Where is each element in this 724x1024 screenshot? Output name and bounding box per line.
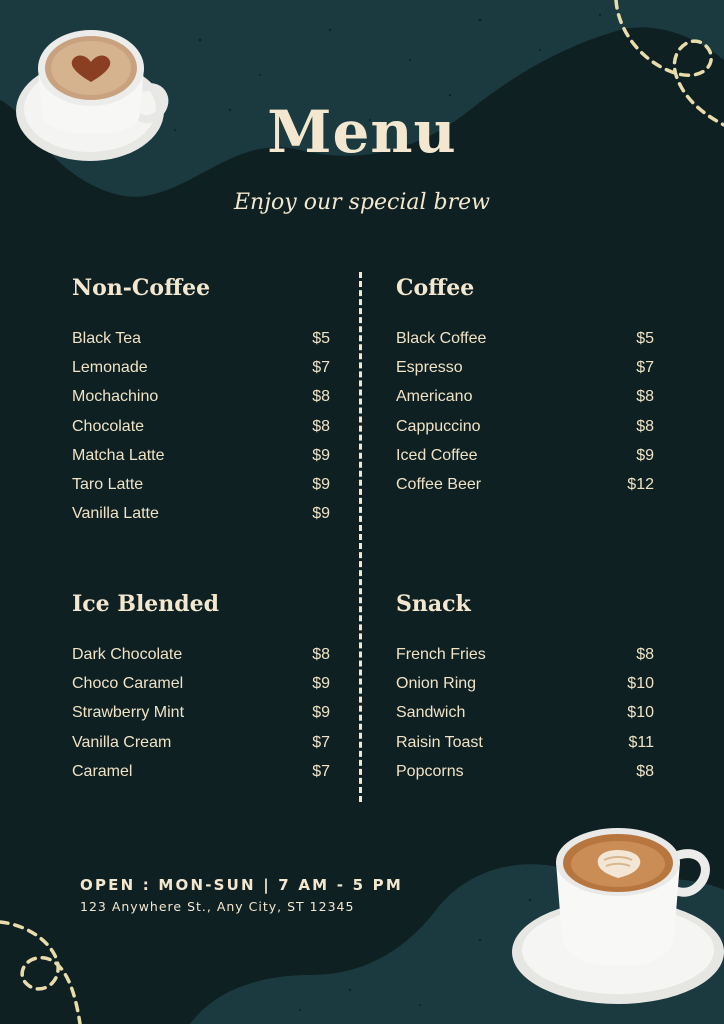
section-heading: Snack xyxy=(396,591,471,617)
item-price: $7 xyxy=(312,762,330,780)
item-name: Caramel xyxy=(72,762,133,780)
item-name: Chocolate xyxy=(72,417,145,435)
section-heading: Coffee xyxy=(396,275,475,301)
item-price: $10 xyxy=(627,675,654,693)
item-price: $12 xyxy=(627,475,654,493)
item-name: Mochachino xyxy=(72,388,159,406)
bottom-dashed-swirl xyxy=(0,922,80,1024)
menu-item xyxy=(72,441,330,470)
menu-item xyxy=(396,698,654,727)
item-name: Strawberry Mint xyxy=(72,704,185,722)
cappuccino-cup-image xyxy=(508,826,724,1010)
item-name: Black Coffee xyxy=(396,330,487,347)
menu-subtitle: Enjoy our special brew xyxy=(234,190,490,215)
item-price: $8 xyxy=(312,646,330,663)
item-name: Lemonade xyxy=(72,359,148,377)
item-name: Onion Ring xyxy=(396,675,477,693)
item-name: Cappuccino xyxy=(396,417,481,435)
item-price: $9 xyxy=(312,446,330,464)
menu-item xyxy=(396,640,654,669)
menu-title: Menu xyxy=(267,98,457,166)
item-price: $7 xyxy=(312,359,330,377)
item-price: $7 xyxy=(636,359,654,377)
menu-item xyxy=(72,382,330,411)
menu-item xyxy=(396,728,654,757)
menu-item xyxy=(396,353,654,382)
menu-item xyxy=(396,669,654,698)
menu-item xyxy=(396,757,654,786)
address: 123 Anywhere St., Any City, ST 12345 xyxy=(80,899,355,914)
item-name: Choco Caramel xyxy=(72,675,184,693)
item-price: $8 xyxy=(312,388,330,406)
menu-item xyxy=(72,728,330,757)
item-name: Black Tea xyxy=(72,330,142,347)
item-price: $9 xyxy=(636,446,654,464)
item-price: $7 xyxy=(312,733,330,751)
item-name: Americano xyxy=(396,388,473,406)
item-name: French Fries xyxy=(396,646,486,663)
menu-item xyxy=(396,470,654,499)
item-name: Vanilla Latte xyxy=(72,505,159,523)
opening-hours: OPEN : MON-SUN | 7 AM - 5 PM xyxy=(80,876,403,894)
item-price: $5 xyxy=(312,330,330,347)
item-name: Iced Coffee xyxy=(396,446,478,464)
item-price: $8 xyxy=(636,762,654,780)
item-price: $9 xyxy=(312,675,330,693)
column-divider xyxy=(359,272,362,802)
menu-item xyxy=(396,324,654,353)
menu-item xyxy=(72,757,330,786)
item-price: $8 xyxy=(312,417,330,435)
menu-item xyxy=(72,499,330,528)
item-name: Sandwich xyxy=(396,704,466,722)
item-price: $8 xyxy=(636,388,654,406)
item-price: $10 xyxy=(627,704,654,722)
menu-item xyxy=(396,441,654,470)
menu-item xyxy=(72,412,330,441)
section-ice-blended xyxy=(72,588,330,786)
menu-item xyxy=(72,324,330,353)
menu-item xyxy=(72,353,330,382)
section-snack xyxy=(396,588,654,786)
menu-item xyxy=(72,640,330,669)
menu-item xyxy=(396,412,654,441)
menu-item xyxy=(72,470,330,499)
item-name: Taro Latte xyxy=(72,475,144,493)
item-price: $9 xyxy=(312,505,330,523)
section-heading: Non-Coffee xyxy=(72,275,211,301)
section-coffee xyxy=(396,272,654,499)
menu-item xyxy=(396,382,654,411)
item-name: Popcorns xyxy=(396,762,464,780)
item-name: Raisin Toast xyxy=(396,733,483,751)
item-price: $8 xyxy=(636,646,654,663)
item-price: $11 xyxy=(628,733,654,751)
item-price: $9 xyxy=(312,704,330,722)
item-price: $5 xyxy=(636,330,654,347)
item-name: Dark Chocolate xyxy=(72,646,183,663)
item-price: $9 xyxy=(312,475,330,493)
item-name: Coffee Beer xyxy=(396,475,482,493)
item-price: $8 xyxy=(636,417,654,435)
section-non-coffee xyxy=(72,272,330,528)
menu-item xyxy=(72,669,330,698)
item-name: Vanilla Cream xyxy=(72,733,172,751)
section-heading: Ice Blended xyxy=(72,591,220,617)
menu-item xyxy=(72,698,330,727)
item-name: Matcha Latte xyxy=(72,446,165,464)
item-name: Espresso xyxy=(396,359,463,377)
